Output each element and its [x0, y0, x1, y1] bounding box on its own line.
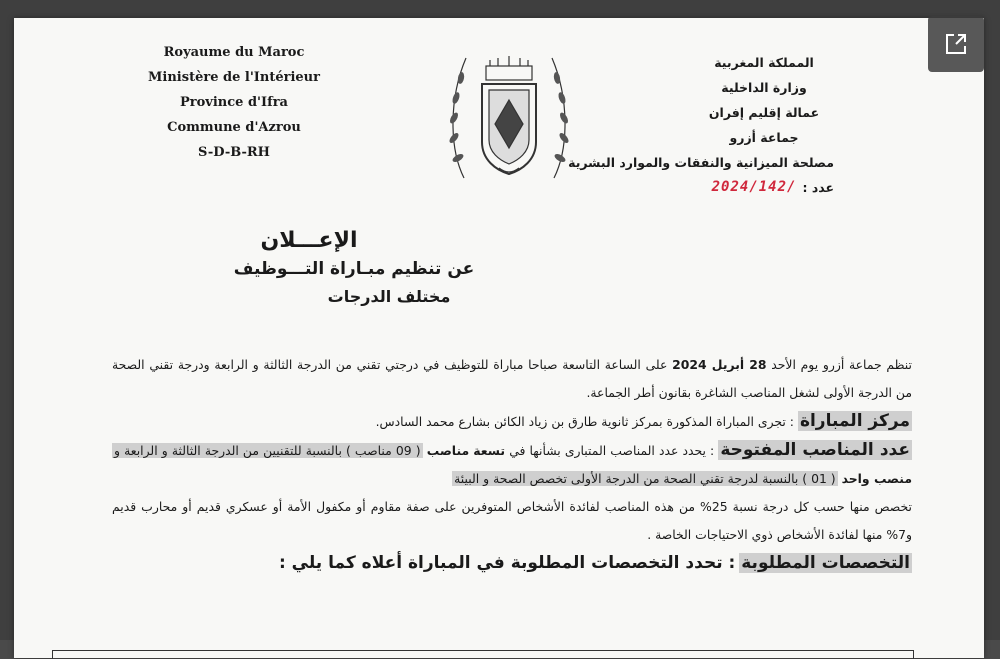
header-ar-ministry: وزارة الداخلية	[721, 80, 807, 95]
posts-paragraph	[112, 436, 912, 493]
header-french	[124, 40, 344, 165]
announcement-grades: مختلف الدرجات	[327, 287, 451, 306]
expand-icon	[944, 32, 968, 56]
posts-highlight-1: ( 09 مناصب ) بالنسبة للتقنيين من الدرجة الثالثة و الرابعة و	[114, 443, 421, 458]
header-ar-province: عمالة إقليم إفران	[708, 105, 820, 120]
specialties-text: : تحدد التخصصات المطلوبة في المباراة أعلاه كما يلي :	[278, 553, 736, 573]
posts-text-a: : يحدد عدد المناصب المتبارى بشأنها في	[509, 443, 715, 458]
document-page	[14, 18, 984, 658]
reference-number	[554, 175, 834, 200]
exam-center-label: مركز المباراة	[799, 411, 910, 431]
posts-count: تسعة	[473, 443, 506, 458]
expand-button[interactable]	[928, 16, 984, 72]
exam-center-text: : تجرى المباراة المذكورة بمركز ثانوية طارق بن زياد الكائن بشارع محمد السادس.	[375, 414, 794, 429]
announcement-title: الإعـــلان	[260, 228, 358, 253]
header-ar-kingdom: المملكة المغربية	[714, 55, 814, 70]
intro-paragraph	[112, 351, 912, 407]
header-ar-commune: جماعة أزرو	[729, 130, 799, 145]
announcement-body	[112, 351, 912, 578]
quota-paragraph: تخصص منها حسب كل درجة نسبة 25% من هذه المناصب لفائدة الأشخاص المتوفرين على صفة مقاوم أو مكفول الأمة أو عسكري قديم أو محارب قديم و7% منها لفائدة الأشخاص ذوي الاحتياجات الخاصة .	[112, 499, 913, 542]
exam-date: 28 أبريل 2024	[672, 357, 767, 372]
posts-highlight-2: ( 01 ) بالنسبة لدرجة تقني الصحة من الدرجة الأولى تخصص الصحة و البيئة	[454, 471, 836, 486]
header-fr-service: S-D-B-RH	[198, 145, 270, 160]
reference-number-value: 2024/142/	[711, 179, 797, 195]
posts-label: عدد المناصب المفتوحة	[720, 440, 910, 460]
header-fr-province: Province d'Ifra	[180, 95, 288, 110]
exam-center-paragraph	[112, 407, 912, 436]
intro-text-a: تنظم جماعة أزرو يوم الأحد	[771, 357, 912, 372]
intro-text-b: على الساعة التاسعة صباحا مباراة للتوظيف في درجتي تقني من الدرجة الثالثة و الرابعة ودرجة تقني الصحة من الدرجة الأولى لشغل المناصب الشاغرة بقانون أطر الجماعة.	[112, 357, 912, 400]
announcement-title-block	[14, 228, 984, 306]
specialties-label: التخصصات المطلوبة	[741, 553, 910, 573]
header-arabic	[554, 50, 834, 200]
specialties-paragraph	[112, 549, 912, 578]
table-top-edge	[52, 650, 914, 659]
header-fr-kingdom: Royaume du Maroc	[163, 45, 305, 60]
announcement-subtitle: عن تنظيم مبـاراة التـــوظيف	[233, 259, 475, 279]
posts-single: منصب واحد	[841, 471, 912, 486]
reference-number-label: عدد :	[802, 180, 834, 195]
header-ar-service: مصلحة الميزانية والنفقات والموارد البشرية	[568, 155, 834, 170]
header-fr-commune: Commune d'Azrou	[167, 120, 301, 135]
posts-text-b: مناصب	[426, 443, 470, 458]
header-fr-ministry: Ministère de l'Intérieur	[148, 70, 320, 85]
